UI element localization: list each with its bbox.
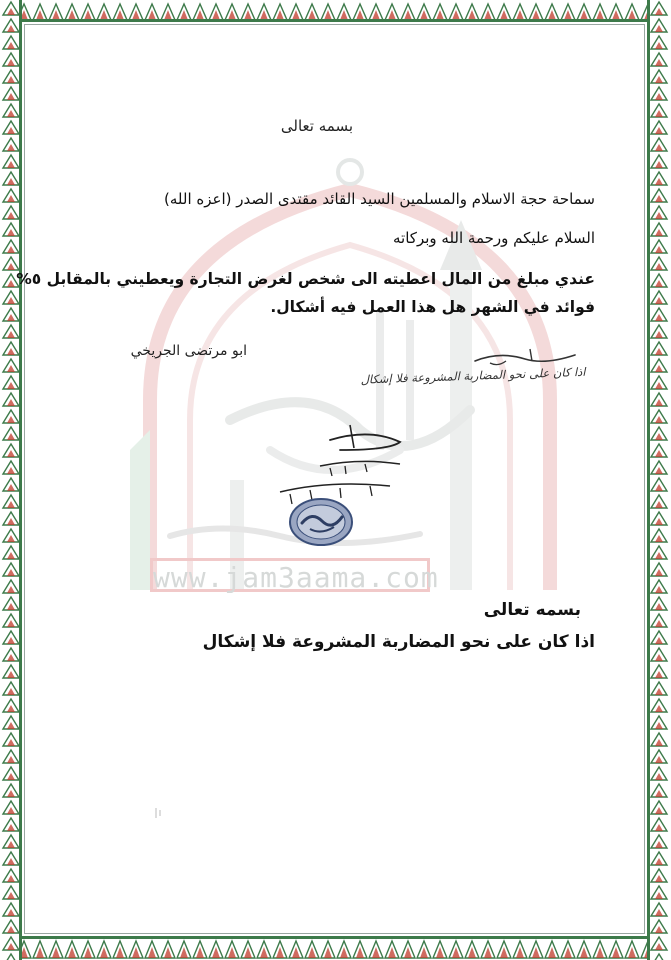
watermark-url: www.jam3aama.com (150, 558, 430, 592)
handwritten-answer-text: اذا كان على نحو المضاربة المشروعة فلا إشكال (360, 364, 586, 387)
question-line-2: فوائد في الشهر هل هذا العمل فيه أشكال. (270, 298, 595, 316)
decorative-border-top (0, 0, 671, 22)
answer-basmala: بسمه تعالى (483, 600, 581, 620)
stray-ink-mark (152, 806, 166, 820)
decorative-border-left (0, 0, 22, 960)
letter-greeting: السلام عليكم ورحمة الله وبركاته (393, 229, 595, 247)
question-line-1: عندي مبلغ من المال اعطيته الى شخص لغرض التجارة ويعطيني بالمقابل ٥% (16, 270, 595, 288)
answer-text: اذا كان على نحو المضاربة المشروعة فلا إشكال (202, 632, 595, 652)
letter-signer: ابو مرتضى الجريخي (130, 343, 247, 359)
handwritten-basmala (470, 345, 580, 367)
decorative-border-right (647, 0, 671, 960)
letter-addressee: سماحة حجة الاسلام والمسلمين السيد القائد مقتدى الصدر (اعزه الله) (164, 190, 595, 208)
letter-basmala: بسمه تعالى (280, 117, 353, 135)
decorative-border-bottom (0, 936, 671, 960)
office-seal-stamp (288, 497, 354, 547)
